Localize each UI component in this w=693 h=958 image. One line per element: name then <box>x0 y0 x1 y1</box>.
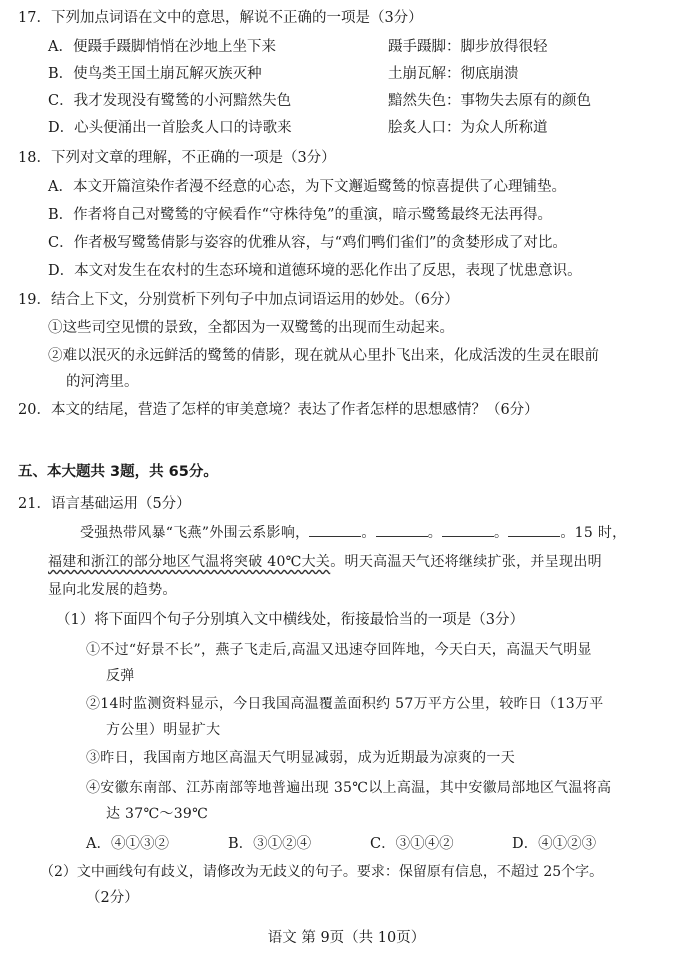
sentence-2-line-2: 方公里）明显扩大 <box>106 722 221 738</box>
q21-sub1-stem: （1）将下面四个句子分别填入文中横线处，衔接最恰当的一项是（3分） <box>56 612 524 628</box>
q19-item-2-line-1: ②难以泯灭的永远鲜活的鹭鸶的倩影，现在就从心里扑飞出来，化成活泼的生灵在眼前 <box>48 348 599 364</box>
sentence-4-line-2: 达 37℃～39℃ <box>106 806 209 822</box>
q19-item-2-line-2: 的河湾里。 <box>66 374 139 390</box>
blank-1 <box>309 522 361 537</box>
page-footer: 语文 第 9页（共 10页） <box>267 930 426 946</box>
q17-option-d: D．心头便涌出一首脍炙人口的诗歌来 <box>48 120 292 136</box>
q19-stem: 19．结合上下文，分别赏析下列句子中加点词语运用的妙处。（6分） <box>18 292 459 308</box>
section-5-heading: 五、本大题共 3题，共 65分。 <box>18 464 218 480</box>
blank-2 <box>376 522 428 537</box>
sentence-4-line-1: ④安徽东南部、江苏南部等地普遍出现 35℃以上高温，其中安徽局部地区气温将高 <box>86 780 612 796</box>
choice-d: D．④①②③ <box>512 836 597 852</box>
q21-sub2-line-1: （2）文中画线句有歧义，请修改为无歧义的句子。要求：保留原有信息，不超过 25个字。 <box>40 864 604 880</box>
blank-sep-1: 。 <box>361 525 376 541</box>
passage-continue: 。明天高温天气还将继续扩张，并呈现出明 <box>330 554 602 570</box>
blank-sep-3: 。 <box>494 525 509 541</box>
q17-option-b: B．使鸟类王国土崩瓦解灭族灭种 <box>48 66 262 82</box>
q21-sub2-line-2: （2分） <box>86 890 139 906</box>
q17-gloss-c: 黯然失色：事物失去原有的颜色 <box>388 93 591 109</box>
q17-stem: 17．下列加点词语在文中的意思，解说不正确的一项是（3分） <box>18 10 423 26</box>
blank-3 <box>442 522 494 537</box>
q18-option-c: C．作者极写鹭鸶倩影与姿容的优雅从容，与“鸡们鸭们雀们”的贪婪形成了对比。 <box>48 235 567 251</box>
q17-gloss-b: 土崩瓦解：彻底崩溃 <box>388 66 519 82</box>
q18-option-b: B．作者将自己对鹭鸶的守候看作“守株待兔”的重演，暗示鹭鸶最终无法再得。 <box>48 207 552 223</box>
q17-gloss-d: 脍炙人口：为众人所称道 <box>388 120 548 136</box>
q21-passage-line-3: 显向北发展的趋势。 <box>48 582 177 598</box>
q21-passage-line-2 <box>48 552 602 572</box>
q18-option-d: D．本文对发生在农村的生态环境和道德环境的恶化作出了反思，表现了忧患意识。 <box>48 263 582 279</box>
sentence-2-line-1: ②14时监测资料显示，今日我国高温覆盖面积约 57万平方公里，较昨日（13万平 <box>86 696 604 712</box>
blank-sep-4: 。 <box>560 525 575 541</box>
q19-item-1: ①这些司空见惯的景致，全都因为一双鹭鸶的出现而生动起来。 <box>48 320 454 336</box>
q17-option-c: C．我才发现没有鹭鸶的小河黯然失色 <box>48 93 292 109</box>
choice-b: B．③①②④ <box>228 836 312 852</box>
q20-stem: 20．本文的结尾，营造了怎样的审美意境？表达了作者怎样的思想感情？（6分） <box>18 402 539 418</box>
q17-option-a: A．便蹑手蹑脚悄悄在沙地上坐下来 <box>48 39 276 55</box>
choice-a: A．④①③② <box>86 836 169 852</box>
ambiguous-sentence: 福建和浙江的部分地区气温将突破 40℃大关 <box>48 554 331 570</box>
sentence-1-line-1: ①不过“好景不长”，燕子飞走后,高温又迅速夺回阵地，今天白天，高温天气明显 <box>86 642 592 658</box>
q21-stem: 21．语言基础运用（5分） <box>18 496 191 512</box>
blank-sep-2: 。 <box>427 525 443 541</box>
q18-option-a: A．本文开篇渲染作者漫不经意的心态，为下文邂逅鹭鸶的惊喜提供了心理铺垫。 <box>48 179 566 195</box>
passage-time: 15 时， <box>574 525 627 541</box>
blank-4 <box>508 522 560 537</box>
q17-gloss-a: 蹑手蹑脚：脚步放得很轻 <box>388 39 548 55</box>
sentence-3: ③昨日，我国南方地区高温天气明显减弱，成为近期最为凉爽的一天 <box>86 750 515 766</box>
q18-stem: 18．下列对文章的理解，不正确的一项是（3分） <box>18 150 336 166</box>
choice-c: C．③①④② <box>370 836 454 852</box>
sentence-1-line-2: 反弹 <box>106 668 135 684</box>
passage-intro: 受强热带风暴“飞燕”外围云系影响， <box>80 525 310 541</box>
q21-passage-line-1 <box>80 522 626 543</box>
